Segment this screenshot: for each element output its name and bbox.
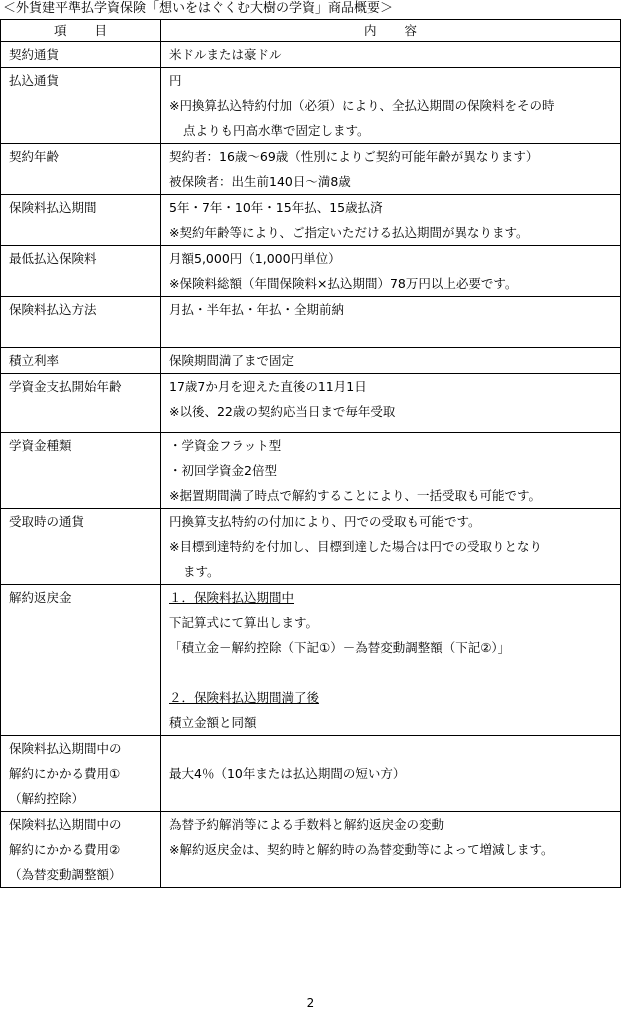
item-text: 保険料払込方法	[9, 302, 97, 317]
content-text: 月払・半年払・年払・全期前納	[169, 302, 345, 317]
table-row	[1, 509, 621, 585]
content-text: １．保険料払込期間中	[169, 590, 295, 605]
table-row	[1, 144, 621, 195]
content-text: 円	[169, 73, 182, 88]
row-item	[1, 812, 161, 888]
blank-line	[161, 322, 620, 347]
row-item	[1, 246, 161, 297]
row-content	[161, 246, 621, 297]
content-text: ・初回学資金2倍型	[169, 463, 277, 478]
content-text: 為替予約解消等による手数料と解約返戻金の変動	[169, 817, 445, 832]
blank-line	[161, 660, 620, 685]
table-row	[1, 68, 621, 144]
item-text: （解約控除）	[9, 791, 85, 806]
product-overview-table	[0, 19, 621, 888]
content-text: 円換算支払特約の付加により、円での受取も可能です。	[169, 514, 481, 529]
row-content	[161, 348, 621, 374]
item-text: 学資金支払開始年齢	[9, 379, 122, 394]
table-row	[1, 374, 621, 433]
content-text: ※円換算払込特約付加（必須）により、全払込期間の保険料をその時	[169, 98, 555, 113]
item-text: 契約通貨	[9, 47, 60, 62]
content-text: ※以後、22歳の契約応当日まで毎年受取	[169, 404, 396, 419]
row-item	[1, 297, 161, 348]
item-text: 受取時の通貨	[9, 514, 85, 529]
row-item	[1, 374, 161, 433]
row-item	[1, 195, 161, 246]
content-text: ・学資金フラット型	[169, 438, 282, 453]
item-text: （為替変動調整額）	[9, 867, 122, 882]
row-item	[1, 736, 161, 812]
item-text: 保険料払込期間中の	[9, 741, 122, 756]
item-text: 解約返戻金	[9, 590, 72, 605]
content-text: ます。	[183, 564, 220, 579]
content-line	[161, 685, 620, 710]
row-item	[1, 68, 161, 144]
row-content	[161, 812, 621, 888]
content-text: ※契約年齢等により、ご指定いただける払込期間が異なります。	[169, 225, 529, 240]
row-item	[1, 144, 161, 195]
item-text: 解約にかかる費用②	[9, 842, 121, 857]
row-item	[1, 585, 161, 736]
row-content	[161, 509, 621, 585]
item-text: 払込通貨	[9, 73, 60, 88]
item-text: 解約にかかる費用①	[9, 766, 121, 781]
content-text: 下記算式にて算出します。	[169, 615, 319, 630]
row-content	[161, 42, 621, 68]
content-text: ２．保険料払込期間満了後	[169, 690, 320, 705]
content-text: ※保険料総額（年間保険料×払込期間）78万円以上必要です。	[169, 276, 518, 291]
content-text: 積立金額と同額	[169, 715, 257, 730]
table-row	[1, 585, 621, 736]
table-row	[1, 246, 621, 297]
row-item	[1, 433, 161, 509]
item-text: 保険料払込期間中の	[9, 817, 122, 832]
content-text: 米ドルまたは豪ドル	[169, 47, 282, 62]
table-row	[1, 433, 621, 509]
content-text: 契約者：16歳～69歳（性別によりご契約可能年齢が異なります）	[169, 149, 539, 164]
table-row	[1, 297, 621, 348]
content-text: 月額5,000円（1,000円単位）	[169, 251, 341, 266]
table-row	[1, 195, 621, 246]
content-text: 点よりも円高水準で固定します。	[183, 123, 370, 138]
row-content	[161, 68, 621, 144]
row-content	[161, 195, 621, 246]
table-row	[1, 736, 621, 812]
content-text: 「積立金－解約控除（下記①）－為替変動調整額（下記②）」	[169, 640, 511, 655]
content-text: 保険期間満了まで固定	[169, 353, 295, 368]
content-text: ※解約返戻金は、契約時と解約時の為替変動等によって増減します。	[169, 842, 554, 857]
content-line	[161, 585, 620, 610]
content-text: 被保険者：出生前140日～満8歳	[169, 174, 351, 189]
item-text: 保険料払込期間	[9, 200, 97, 215]
row-content	[161, 374, 621, 433]
blank-space	[161, 424, 620, 432]
row-content	[161, 433, 621, 509]
content-text: 5年・7年・10年・15年払、15歳払済	[169, 200, 383, 215]
row-content	[161, 297, 621, 348]
table-row	[1, 348, 621, 374]
row-content	[161, 144, 621, 195]
row-item	[1, 509, 161, 585]
content-text: ※据置期間満了時点で解約することにより、一括受取も可能です。	[169, 488, 541, 503]
page-number: 2	[306, 996, 315, 1010]
content-text: 最大4％（10年または払込期間の短い方）	[169, 766, 406, 781]
item-text: 積立利率	[9, 353, 60, 368]
header-content: 内容	[161, 20, 621, 42]
header-item: 項目	[1, 20, 161, 42]
table-row	[1, 812, 621, 888]
row-content	[161, 585, 621, 736]
content-text: 17歳7か月を迎えた直後の11月1日	[169, 379, 367, 394]
row-item	[1, 42, 161, 68]
row-content	[161, 736, 621, 812]
table-row	[1, 42, 621, 68]
row-item	[1, 348, 161, 374]
item-text: 契約年齢	[9, 149, 60, 164]
item-text: 学資金種類	[9, 438, 72, 453]
table-header-row	[1, 20, 621, 42]
item-text: 最低払込保険料	[9, 251, 97, 266]
document-title: ＜外貨建平準払学資保険「想いをはぐくむ大樹の学資」商品概要＞	[3, 1, 394, 16]
content-text: ※目標到達特約を付加し、目標到達した場合は円での受取りとなり	[169, 539, 542, 554]
